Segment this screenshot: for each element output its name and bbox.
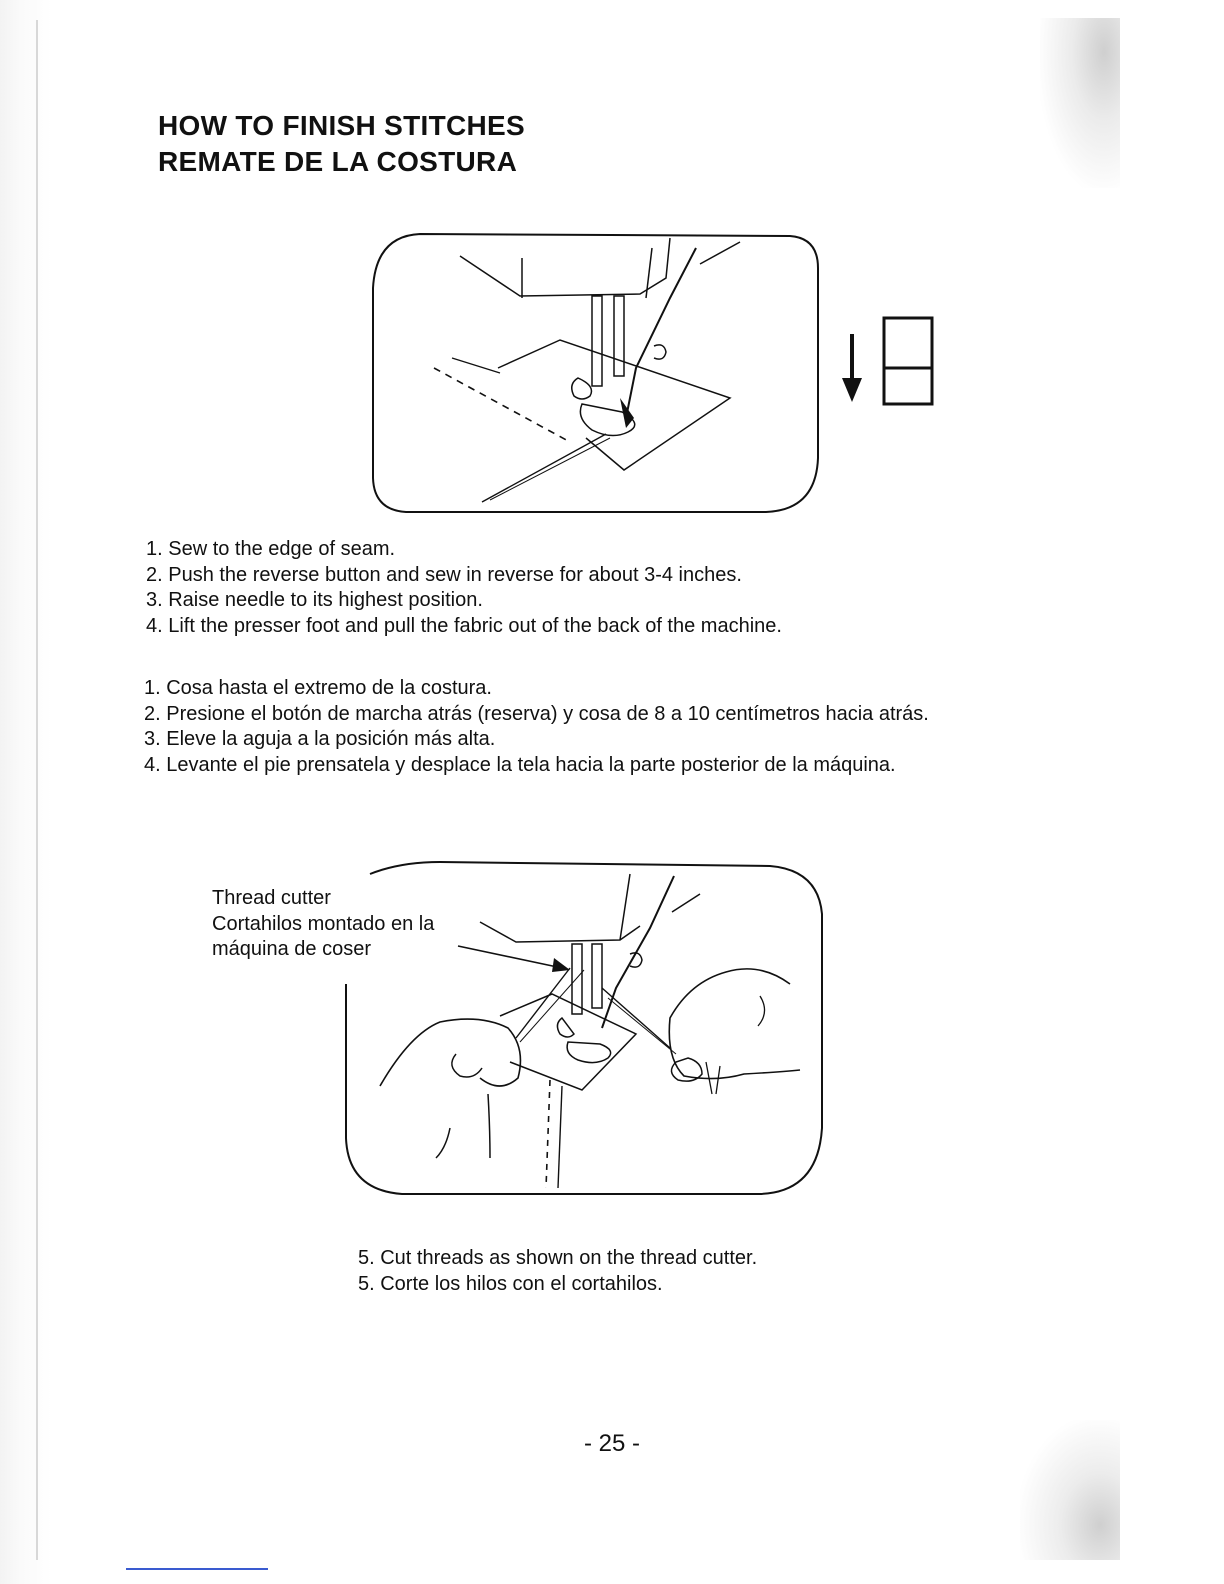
callout-line: Thread cutter xyxy=(212,887,331,909)
list-item: 2. Push the reverse button and sew in reverse for about 3-4 inches. xyxy=(146,563,742,586)
sewing-edge-illustration xyxy=(370,228,826,518)
callout-line: máquina de coser xyxy=(212,938,371,960)
step-5-spanish: 5. Corte los hilos con el cortahilos. xyxy=(358,1272,663,1295)
reverse-stitch-button-icon xyxy=(838,312,948,412)
thread-cutter-callout xyxy=(212,886,434,963)
list-item: 2. Presione el botón de marcha atrás (reserva) y cosa de 8 a 10 centímetros hacia atrás. xyxy=(144,702,929,725)
page-number: - 25 - xyxy=(583,1430,640,1457)
list-item: 3. Raise needle to its highest position. xyxy=(146,589,483,611)
list-item: 1. Cosa hasta el extremo de la costura. xyxy=(144,677,492,699)
step-5 xyxy=(358,1246,757,1297)
list-item: 1. Sew to the edge of seam. xyxy=(146,538,396,560)
list-item: 4. Levante el pie prensatela y desplace la tela hacia la parte posterior de la máquina. xyxy=(144,753,896,776)
scan-edge xyxy=(0,0,52,1584)
bottom-underline xyxy=(126,1568,268,1570)
instructions-english xyxy=(146,537,782,639)
page-title-english: HOW TO FINISH STITCHES xyxy=(158,110,525,141)
step-5-english: 5. Cut threads as shown on the thread cutter. xyxy=(358,1247,758,1269)
callout-line: Cortahilos montado en la xyxy=(212,912,435,935)
instructions-spanish xyxy=(144,676,929,778)
list-item: 4. Lift the presser foot and pull the fabric out of the back of the machine. xyxy=(146,614,782,637)
scan-shadow-top-right xyxy=(1040,18,1120,188)
page-title-spanish: REMATE DE LA COSTURA xyxy=(158,146,518,177)
list-item: 3. Eleve la aguja a la posición más alta. xyxy=(144,728,496,750)
scan-edge-line xyxy=(36,20,38,1560)
